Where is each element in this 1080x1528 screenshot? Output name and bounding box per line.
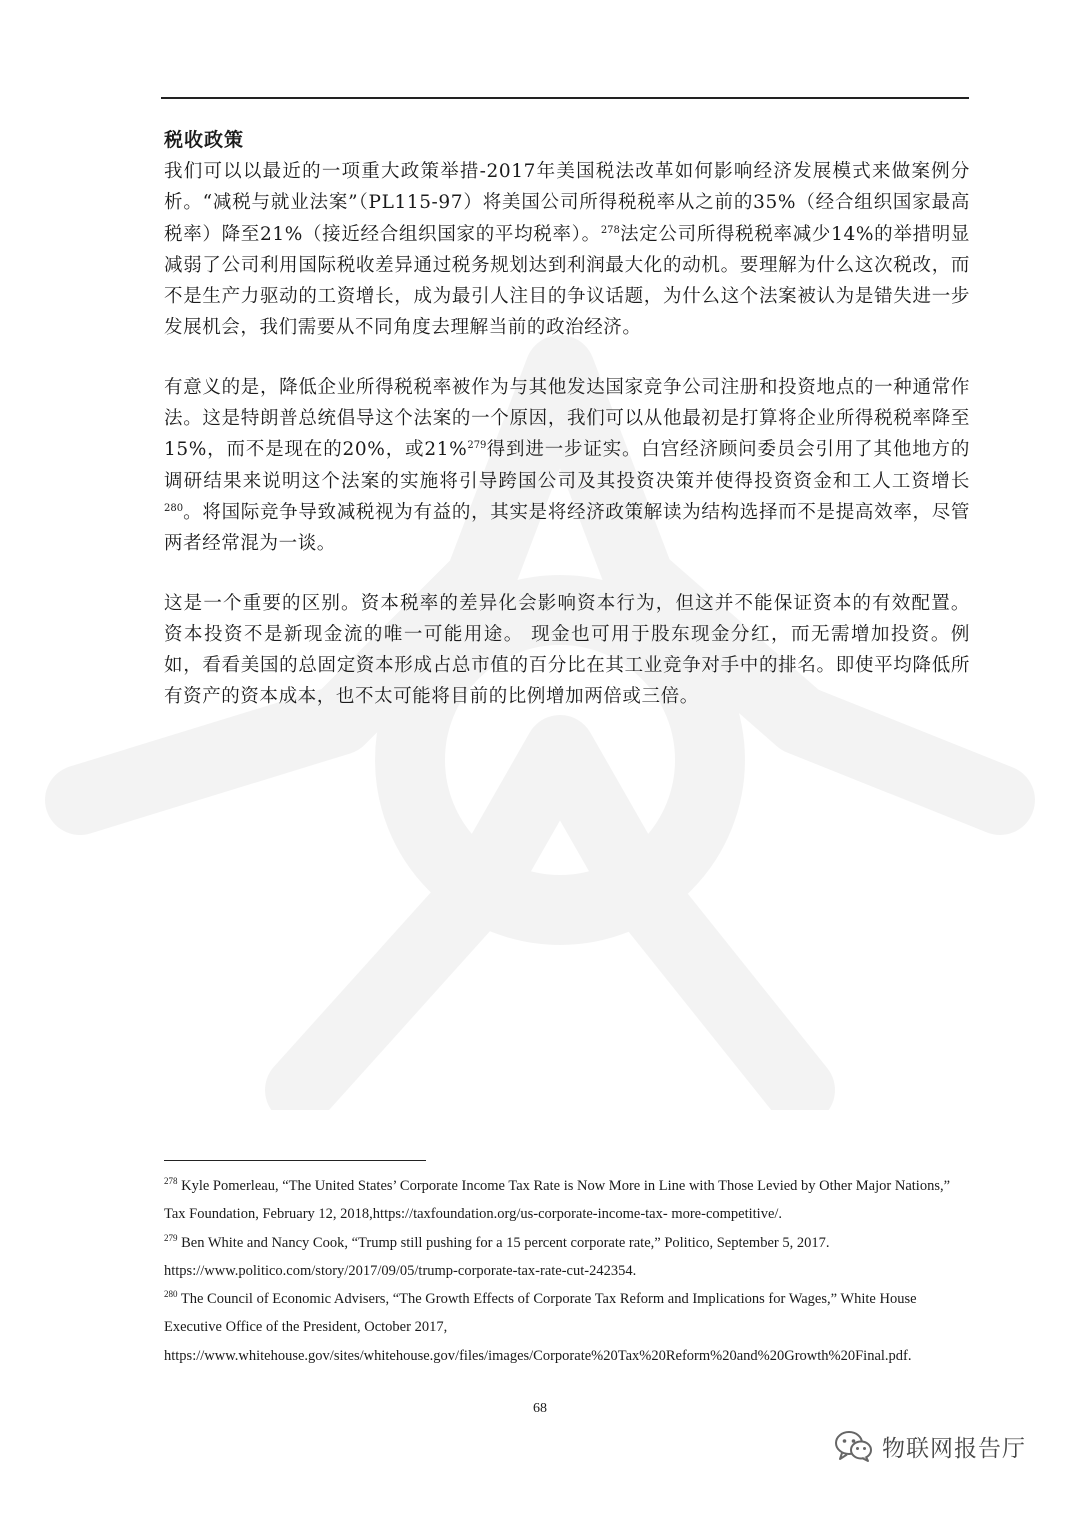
footnote-ref-279[interactable]: 279 <box>467 440 487 452</box>
paragraph-1 <box>164 156 970 344</box>
footnote-text: Kyle Pomerleau, “The United States’ Corporate Income Tax Rate is Now More in Line with Those Levied by Other Major Nations,” Tax Foundation, February 12, 2018,https://taxfoundation.org/us-corporate-income-tax- more-competitive/. <box>164 1178 951 1223</box>
page-number: 68 <box>533 1401 547 1416</box>
footnote-ref-280[interactable]: 280 <box>164 502 184 514</box>
footnote-number: 279 <box>164 1232 178 1243</box>
footnote-text: Ben White and Nancy Cook, “Trump still pushing for a 15 percent corporate rate,” Politico, September 5, 2017. https://www.politico.com/story/2017/09/05/trump-corporate-tax-rate-cut-242354. <box>164 1234 830 1279</box>
badge-label: 物联网报告厅 <box>882 1435 1026 1462</box>
paragraph-3 <box>164 588 970 713</box>
paragraph-2-text-a: 有意义的是，降低企业所得税税率被作为与其他发达国家竞争公司注册和投资地点的一种通常作法。这是特朗普总统倡导这个法案的一个原因，我们可以从他最初是打算将企业所得税税率降至15%，而不是现在的20%，或21% <box>164 376 970 461</box>
footnotes <box>164 1172 970 1370</box>
paragraph-2-text-b: 得到进一步证实。白宫经济顾问委员会引用了其他地方的调研结果来说明这个法案的实施将引导跨国公司及其投资决策并使得投资资金和工人工资增长 <box>164 439 970 492</box>
paragraph-3-text: 这是一个重要的区别。资本税率的差异化会影响资本行为，但这并不能保证资本的有效配置。 资本投资不是新现金流的唯一可能用途。 现金也可用于股东现金分红，而无需增加投资。例如，看看美国的总固定资本形成占总市值的百分比在其工业竞争对手中的排名。即使平均降低所有资产的资本成本，也不太可能将目前的比例增加两倍或三倍。 <box>164 592 970 708</box>
section-title: 税收政策 <box>164 129 245 151</box>
footnote-278 <box>164 1172 970 1229</box>
paragraph-2-text-c: 。将国际竞争导致减税视为有益的，其实是将经济政策解读为结构选择而不是提高效率，尽管两者经常混为一谈。 <box>164 501 970 555</box>
footnote-ref-278[interactable]: 278 <box>600 224 620 236</box>
wechat-source-badge[interactable] <box>834 1428 1026 1464</box>
footnote-280 <box>164 1285 970 1370</box>
paragraph-2 <box>164 372 970 560</box>
footnote-text: The Council of Economic Advisers, “The Growth Effects of Corporate Tax Reform and Implications for Wages,” White House Executive Office of the President, October 2017, https://www.whitehouse.gov/sites/whitehouse.gov/files/images/Corporate%20Tax%20Reform%20and%20Growth%20Final.pdf. <box>164 1291 917 1364</box>
header-rule <box>161 97 969 99</box>
paragraph-1-text-b: 法定公司所得税税率减少14%的举措明显减弱了公司利用国际税收差异通过税务规划达到利润最大化的动机。要理解为什么这次税改，而不是生产力驱动的工资增长，成为最引人注目的争议话题，为什么这个法案被认为是错失进一步发展机会，我们需要从不同角度去理解当前的政治经济。 <box>164 223 970 339</box>
document-body <box>164 124 970 741</box>
wechat-icon <box>834 1429 874 1463</box>
footnote-number: 278 <box>164 1176 178 1187</box>
footnote-number: 280 <box>164 1289 178 1300</box>
footnote-279 <box>164 1229 970 1286</box>
footnote-rule <box>164 1160 426 1161</box>
paragraph-1-text-a: 我们可以以最近的一项重大政策举措-2017年美国税法改革如何影响经济发展模式来做案例分析。“减税与就业法案”（PL115-97）将美国公司所得税税率从之前的35%（经合组织国家最高税率）降至21%（接近经合组织国家的平均税率）。 <box>164 161 970 245</box>
